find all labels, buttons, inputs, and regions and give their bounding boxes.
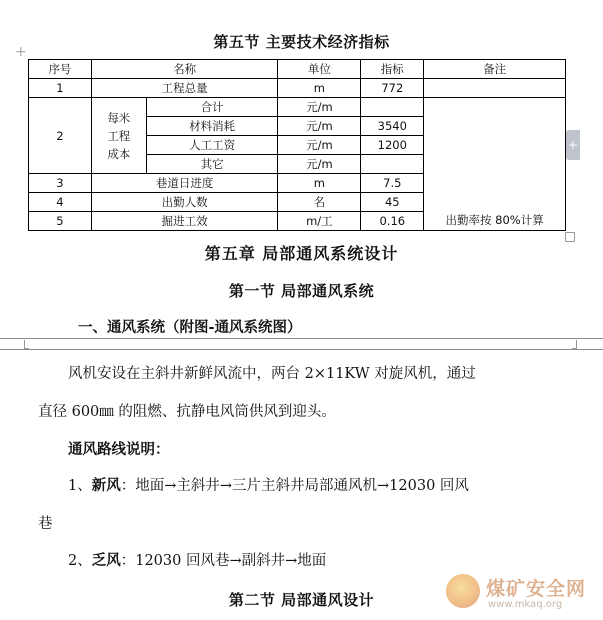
row-name: 掘进工效 xyxy=(91,212,278,231)
section2-heading: 第二节 局部通风设计 xyxy=(228,591,375,609)
header-cell: 序号 xyxy=(29,60,92,79)
remark-text: 出勤率按 80%计算 xyxy=(445,213,544,227)
table-move-handle-icon[interactable]: + xyxy=(15,44,27,60)
chapter5-heading: 第五章 局部通风系统设计 xyxy=(204,244,399,263)
row-value: 3540 xyxy=(361,117,424,136)
row-number: 5 xyxy=(29,212,92,231)
row-number: 4 xyxy=(29,193,92,212)
row-number: 1 xyxy=(29,79,92,98)
paragraph-line: 风机安设在主斜井新鲜风流中，两台 2×11KW 对旋风机，通过 xyxy=(68,366,476,382)
category-line: 成本 xyxy=(107,146,131,161)
row-unit: 元/m xyxy=(278,117,361,136)
paragraph-fan-setup xyxy=(38,355,568,431)
row-name: 人工工资 xyxy=(146,136,278,155)
row-unit: m/工 xyxy=(278,212,361,231)
table-row xyxy=(29,98,566,117)
header-cell: 名称 xyxy=(91,60,278,79)
row-value: 0.16 xyxy=(361,212,424,231)
paragraph-fresh-air xyxy=(38,467,568,543)
paragraph-line: 直径 600㎜ 的阻燃、抗静电风筒供风到迎头。 xyxy=(38,404,336,420)
row-name: 巷道日进度 xyxy=(91,174,278,193)
category-line: 每米 xyxy=(107,110,131,125)
category-line: 工程 xyxy=(107,128,131,143)
row-unit: 名 xyxy=(278,193,361,212)
table-row xyxy=(29,79,566,98)
remark-cell xyxy=(424,98,566,231)
header-cell: 指标 xyxy=(361,60,424,79)
header-cell: 备注 xyxy=(424,60,566,79)
route-heading: 通风路线说明： xyxy=(68,441,170,458)
page-corner-left-icon xyxy=(24,340,29,349)
paragraph-line: 1、新风：地面→主斜井→三片主斜井局部通风机→12030 回风 xyxy=(68,477,469,494)
row-unit: 元/m xyxy=(278,136,361,155)
paragraph-line: 巷 xyxy=(38,516,53,532)
paragraph-stale-air: 2、乏风：12030 回风巷→副斜井→地面 xyxy=(68,552,327,569)
section5-heading: 第五节 主要技术经济指标 xyxy=(213,33,390,51)
page-corner-right-icon xyxy=(572,340,577,349)
row-unit: 元/m xyxy=(278,98,361,117)
subsection1-heading: 一、通风系统（附图-通风系统图） xyxy=(78,319,302,336)
side-scroll-tab[interactable]: + xyxy=(566,130,580,160)
section1-heading: 第一节 局部通风系统 xyxy=(228,282,375,300)
watermark-url: www.mkaq.org xyxy=(488,599,563,610)
row-name: 合计 xyxy=(146,98,278,117)
row-value xyxy=(361,155,424,174)
row-name: 出勤人数 xyxy=(91,193,278,212)
row-name: 材料消耗 xyxy=(146,117,278,136)
row-value: 1200 xyxy=(361,136,424,155)
row-unit: 元/m xyxy=(278,155,361,174)
row-value: 772 xyxy=(361,79,424,98)
row-unit: m xyxy=(278,79,361,98)
watermark-logo-icon xyxy=(446,574,480,608)
row-number: 3 xyxy=(29,174,92,193)
header-cell: 单位 xyxy=(278,60,361,79)
row-name: 工程总量 xyxy=(91,79,278,98)
row-unit: m xyxy=(278,174,361,193)
row-name: 其它 xyxy=(146,155,278,174)
site-watermark xyxy=(446,572,596,618)
tech-economic-table xyxy=(28,59,566,231)
row-remark xyxy=(424,79,566,98)
row-value: 7.5 xyxy=(361,174,424,193)
row-value xyxy=(361,98,424,117)
cost-category-cell xyxy=(91,98,146,174)
row-value: 45 xyxy=(361,193,424,212)
watermark-text: 煤矿安全网 xyxy=(486,578,587,600)
row-number: 2 xyxy=(29,98,92,174)
table-header-row xyxy=(29,60,566,79)
page-separator xyxy=(0,338,603,352)
